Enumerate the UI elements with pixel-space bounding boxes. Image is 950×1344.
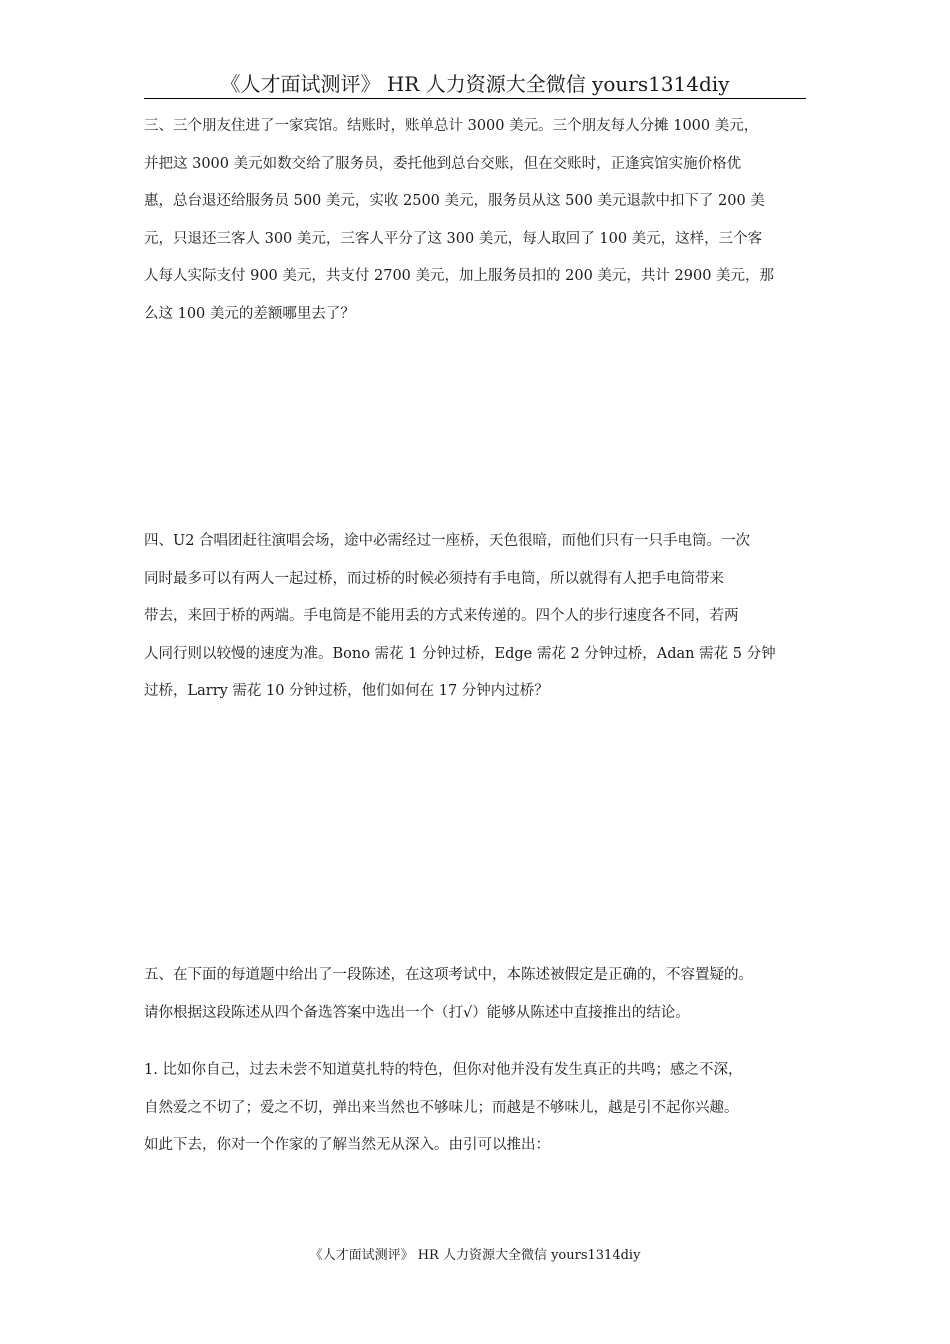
question-5-item-1 xyxy=(144,1052,812,1165)
question-4 xyxy=(144,523,812,711)
paragraph-line: 惠，总台退还给服务员 500 美元，实收 2500 美元，服务员从这 500 美元退款中扣下了 200 美 xyxy=(144,193,765,209)
paragraph-line: 并把这 3000 美元如数交给了服务员，委托他到总台交账，但在交账时，正逢宾馆实施价格优 xyxy=(144,155,742,172)
paragraph-line: 带去，来回于桥的两端。手电筒是不能用丢的方式来传递的。四个人的步行速度各不同，若两 xyxy=(144,608,739,624)
paragraph-line: 自然爱之不切了；爱之不切，弹出来当然也不够味儿；而越是不够味儿，越是引不起你兴趣。 xyxy=(144,1099,739,1116)
question-5-instructions xyxy=(144,957,812,1032)
paragraph-line: 四、U2 合唱团赶往演唱会场，途中必需经过一座桥，天色很暗，而他们只有一只手电筒。一次 xyxy=(144,533,751,549)
paragraph-line: 同时最多可以有两人一起过桥，而过桥的时候必须持有手电筒，所以就得有人把手电筒带来 xyxy=(144,570,724,587)
paragraph-line: 过桥，Larry 需花 10 分钟过桥，他们如何在 17 分钟内过桥？ xyxy=(144,683,549,699)
paragraph-line: 三、三个朋友住进了一家宾馆。结账时，账单总计 3000 美元。三个朋友每人分摊 1000 美元， xyxy=(144,118,759,134)
paragraph-line: 五、在下面的每道题中给出了一段陈述，在这项考试中，本陈述被假定是正确的，不容置疑的。 xyxy=(144,967,753,983)
paragraph-line: 人同行则以较慢的速度为准。Bono 需花 1 分钟过桥，Edge 需花 2 分钟过桥，Adan 需花 5 分钟 xyxy=(144,645,776,662)
question-3 xyxy=(144,108,812,333)
page-header-title: 《人才面试测评》 HR 人力资源大全微信 yours1314diy xyxy=(220,72,730,96)
header-divider xyxy=(144,98,806,99)
paragraph-line: 1. 比如你自己，过去未尝不知道莫扎特的特色，但你对他并没有发生真正的共鸣；感之不深， xyxy=(144,1062,743,1078)
paragraph-line: 如此下去，你对一个作家的了解当然无从深入。由引可以推出： xyxy=(144,1137,550,1153)
paragraph-line: 么这 100 美元的差额哪里去了？ xyxy=(144,305,355,322)
paragraph-line: 元，只退还三客人 300 美元，三客人平分了这 300 美元，每人取回了 100 美元，这样，三个客 xyxy=(144,230,763,247)
paragraph-line: 人每人实际支付 900 美元，共支付 2700 美元，加上服务员扣的 200 美元，共计 2900 美元，那 xyxy=(144,268,775,284)
paragraph-line: 请你根据这段陈述从四个备选答案中选出一个（打√）能够从陈述中直接推出的结论。 xyxy=(144,1004,690,1021)
page-footer: 《人才面试测评》 HR 人力资源大全微信 yours1314diy xyxy=(309,1248,641,1263)
